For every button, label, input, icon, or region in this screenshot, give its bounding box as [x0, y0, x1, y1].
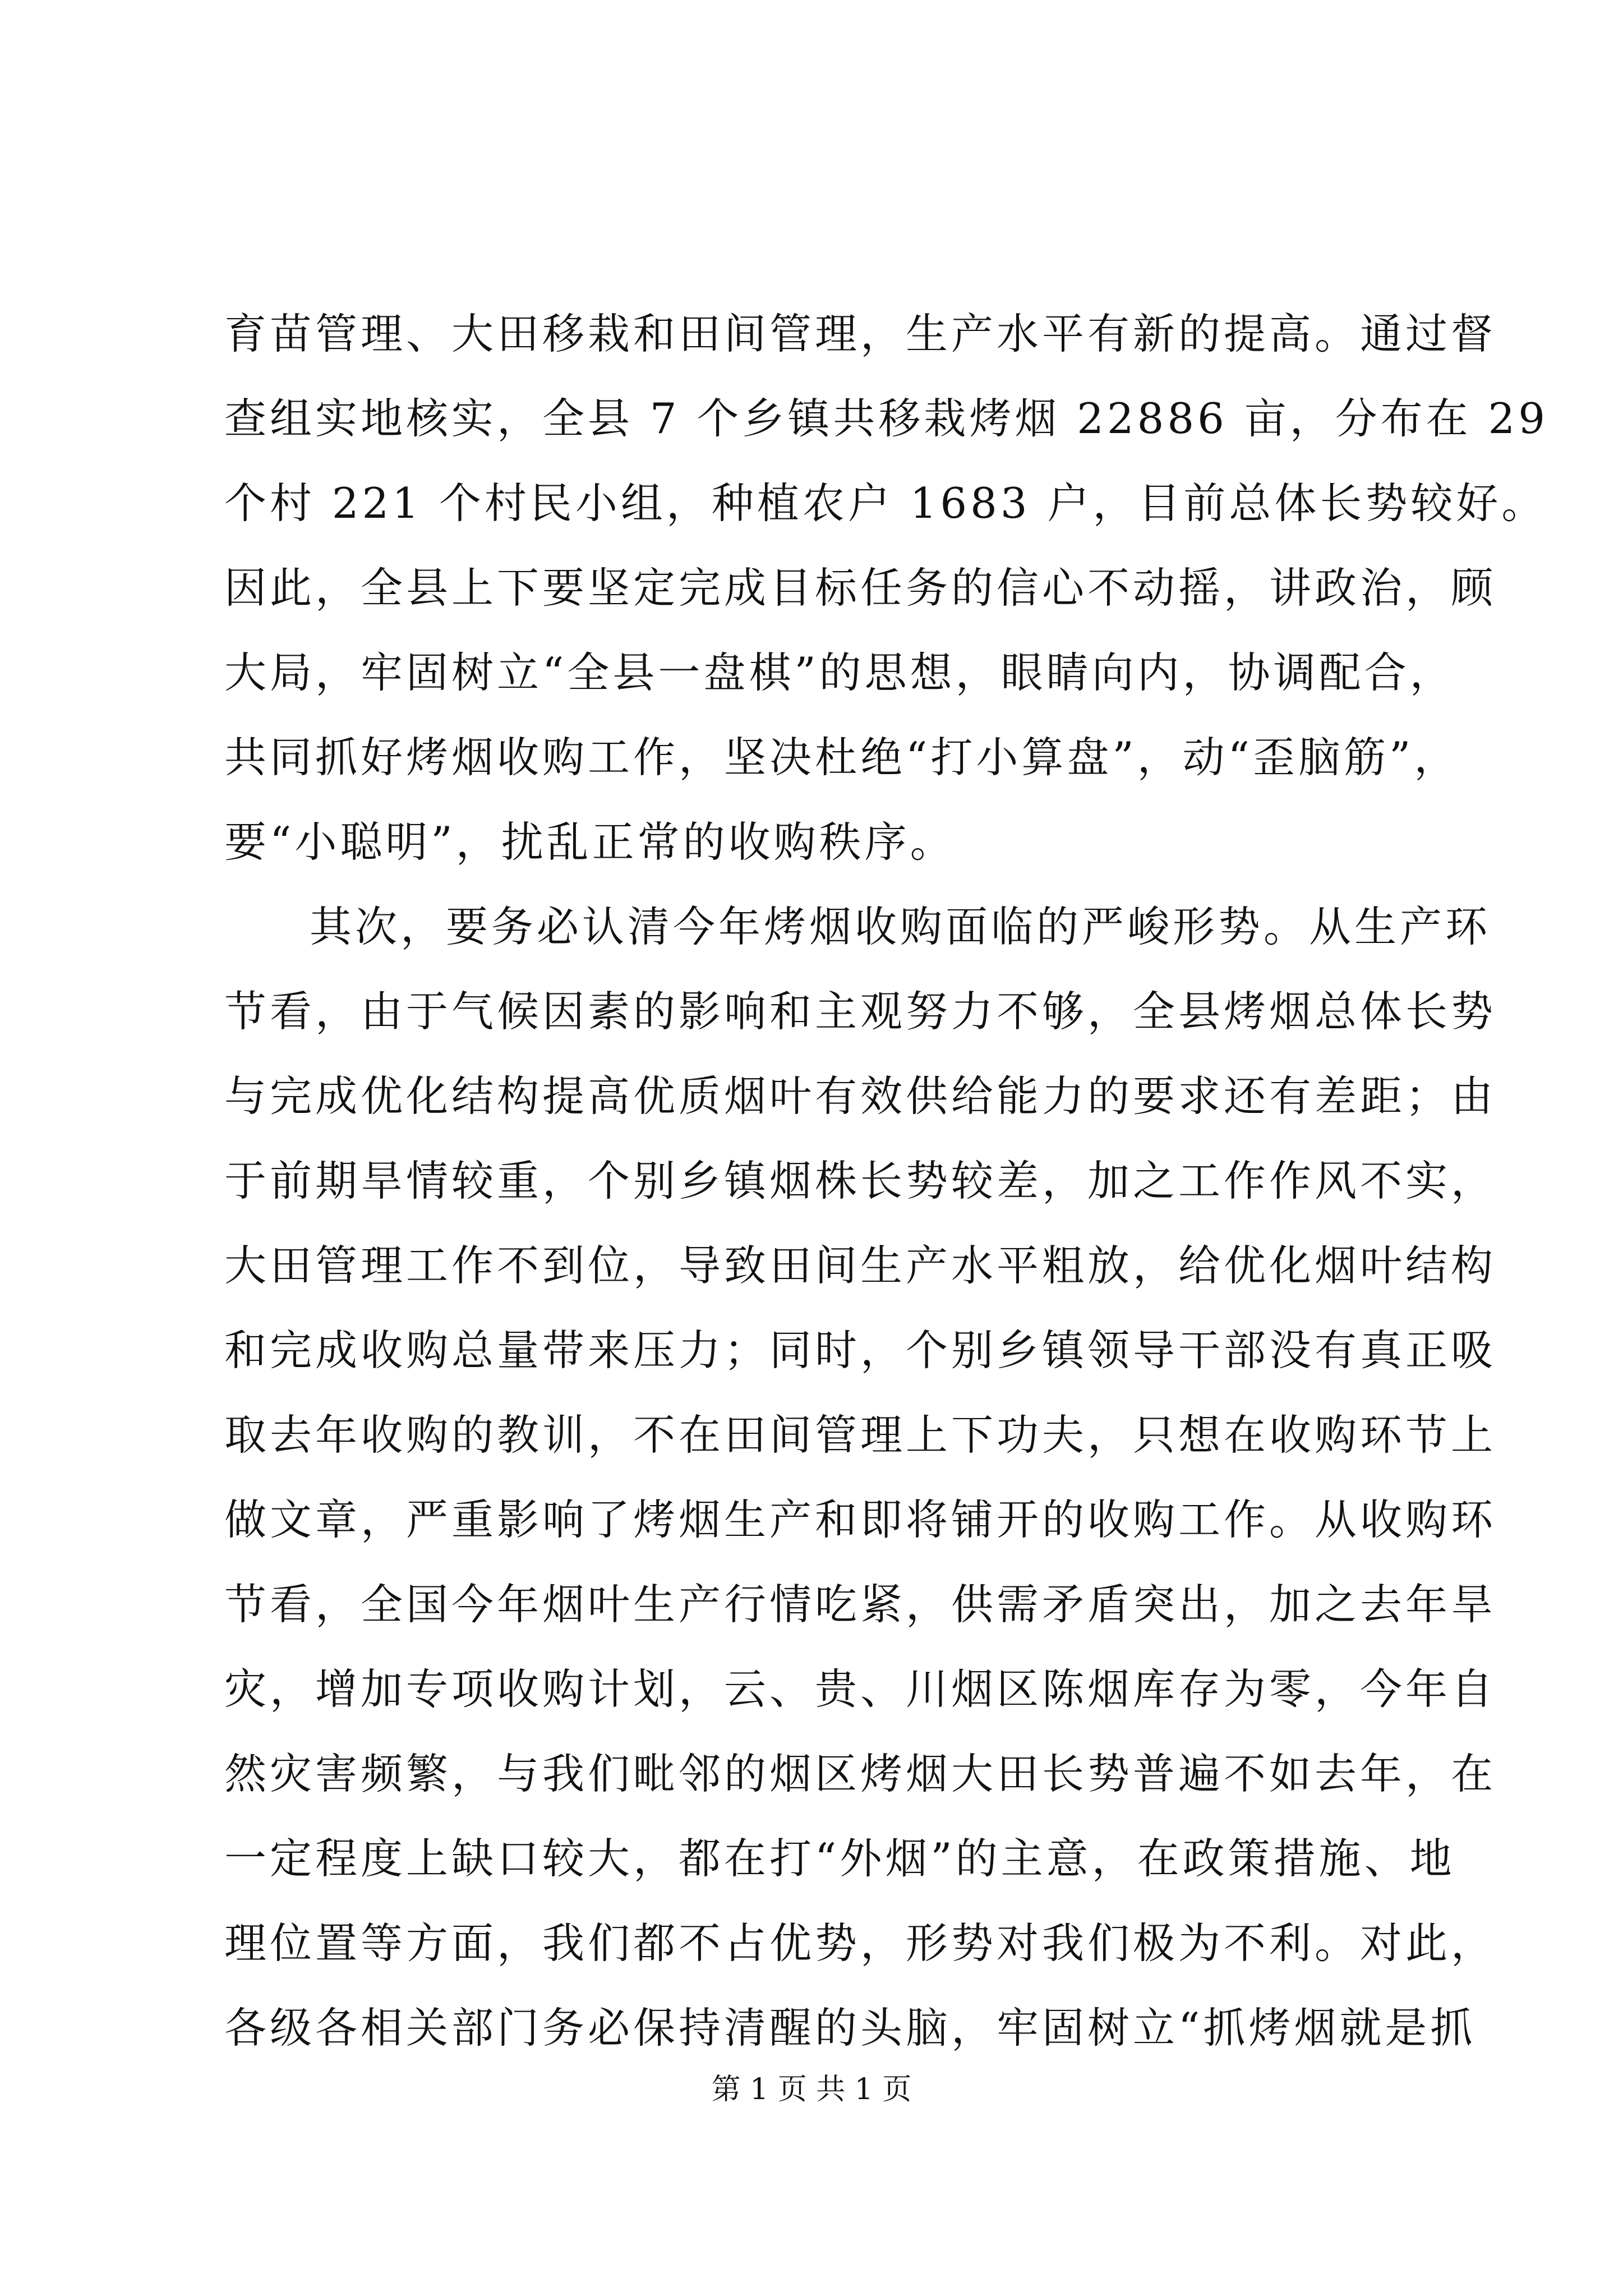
text-line: 各级各相关部门务必保持清醒的头脑，牢固树立“抓烤烟就是抓	[224, 2003, 1476, 2053]
text-line: 育苗管理、大田移栽和田间管理，生产水平有新的提高。通过督	[224, 309, 1497, 358]
text-line: 大田管理工作不到位，导致田间生产水平粗放，给优化烟叶结构	[224, 1241, 1497, 1290]
text-line: 个村 221 个村民小组，种植农户 1683 户，目前总体长势较好。	[224, 478, 1547, 528]
text-line: 与完成优化结构提高优质烟叶有效供给能力的要求还有差距；由	[224, 1071, 1497, 1121]
page-footer	[0, 2067, 1623, 2112]
text-line: 因此，全县上下要坚定完成目标任务的信心不动摇，讲政治，顾	[224, 563, 1497, 613]
paragraph-1	[224, 292, 1548, 885]
text-line: 然灾害频繁，与我们毗邻的烟区烤烟大田长势普遍不如去年，在	[224, 1749, 1497, 1798]
text-line: 理位置等方面，我们都不占优势，形势对我们极为不利。对此，	[224, 1918, 1497, 1968]
paragraph-2	[224, 885, 1497, 2070]
text-line: 共同抓好烤烟收购工作，坚决杜绝“打小算盘”，动“歪脑筋”，	[224, 733, 1460, 782]
text-line: 灾，增加专项收购计划，云、贵、川烟区陈烟库存为零，今年自	[224, 1664, 1497, 1714]
text-line: 做文章，严重影响了烤烟生产和即将铺开的收购工作。从收购环	[224, 1495, 1497, 1544]
text-line: 大局，牢固树立“全县一盘棋”的思想，眼睛向内，协调配合，	[224, 648, 1455, 697]
text-line: 节看，全国今年烟叶生产行情吃紧，供需矛盾突出，加之去年旱	[224, 1580, 1497, 1629]
text-line: 节看，由于气候因素的影响和主观努力不够，全县烤烟总体长势	[224, 987, 1497, 1036]
text-line: 其次，要务必认清今年烤烟收购面临的严峻形势。从生产环	[310, 902, 1491, 951]
text-line: 查组实地核实，全县 7 个乡镇共移栽烤烟 22886 亩，分布在 29	[224, 394, 1548, 443]
text-line: 一定程度上缺口较大，都在打“外烟”的主意，在政策措施、地	[224, 1834, 1455, 1883]
text-line: 取去年收购的教训，不在田间管理上下功夫，只想在收购环节上	[224, 1410, 1497, 1460]
text-line: 和完成收购总量带来压力；同时，个别乡镇领导干部没有真正吸	[224, 1326, 1497, 1375]
page-number-label: 第 1 页 共 1 页	[711, 2073, 912, 2106]
text-line: 要“小聪明”，扰乱正常的收购秩序。	[224, 817, 956, 867]
text-line: 于前期旱情较重，个别乡镇烟株长势较差，加之工作作风不实，	[224, 1156, 1497, 1205]
document-body	[224, 292, 1548, 2070]
